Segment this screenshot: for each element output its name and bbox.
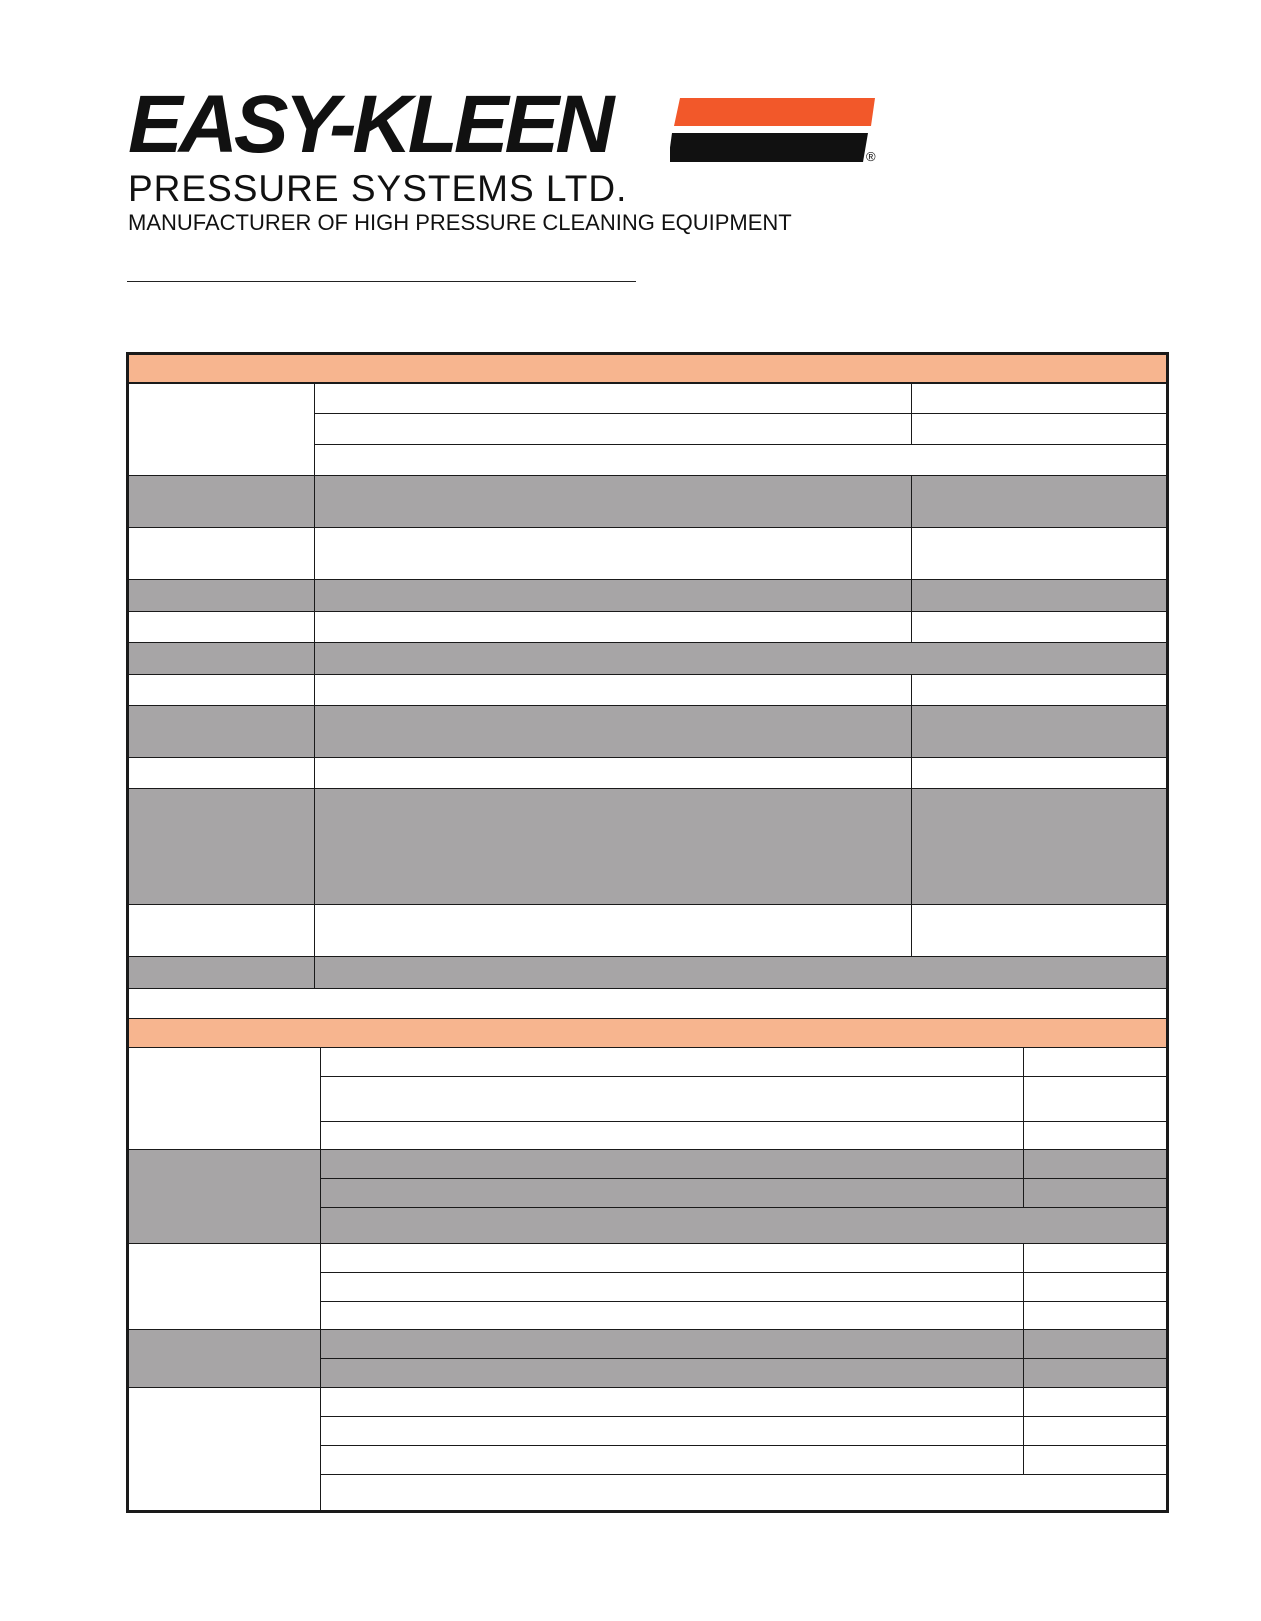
row-unit xyxy=(1023,1121,1169,1150)
row-value xyxy=(314,904,912,957)
group-label xyxy=(126,1243,321,1330)
section-header xyxy=(126,1018,1169,1048)
row-value xyxy=(320,1445,1024,1475)
row-value xyxy=(314,383,912,414)
group-label xyxy=(126,1149,321,1244)
row-unit xyxy=(911,788,1169,905)
row-unit xyxy=(1023,1047,1169,1077)
row-value xyxy=(314,956,1169,989)
row-unit xyxy=(911,904,1169,957)
row-value xyxy=(314,475,912,528)
row-unit xyxy=(1023,1329,1169,1359)
row-value xyxy=(314,611,912,643)
group-label xyxy=(126,1329,321,1388)
row-value xyxy=(320,1301,1024,1330)
row-label xyxy=(126,757,315,789)
row-value xyxy=(320,1076,1024,1122)
row-unit xyxy=(1023,1076,1169,1122)
row-unit xyxy=(1023,1416,1169,1446)
row-label xyxy=(126,705,315,758)
row-unit xyxy=(911,475,1169,528)
row-label xyxy=(126,674,315,706)
row-value xyxy=(314,579,912,612)
row-value xyxy=(314,642,1169,675)
row-value xyxy=(320,1178,1024,1208)
row-value xyxy=(320,1121,1024,1150)
row-label xyxy=(126,956,315,989)
row-unit xyxy=(911,705,1169,758)
row-value xyxy=(314,757,912,789)
group-label xyxy=(126,1047,321,1150)
row-value xyxy=(320,1207,1169,1244)
row-unit xyxy=(1023,1301,1169,1330)
row-value xyxy=(320,1272,1024,1302)
section-header xyxy=(126,352,1169,383)
note-row xyxy=(126,988,1169,1019)
row-unit xyxy=(1023,1445,1169,1475)
group-label xyxy=(126,1387,321,1513)
row-unit xyxy=(1023,1243,1169,1273)
company-logo xyxy=(128,79,888,242)
row-value xyxy=(314,788,912,905)
brand-wordmark: EASY-KLEEN xyxy=(128,79,611,170)
logo-stripes-icon xyxy=(670,98,875,163)
row-label xyxy=(126,611,315,643)
row-value xyxy=(320,1416,1024,1446)
row-unit xyxy=(911,413,1169,445)
row-value xyxy=(320,1329,1024,1359)
row-value xyxy=(314,444,1169,476)
row-unit xyxy=(1023,1387,1169,1417)
row-unit xyxy=(1023,1358,1169,1388)
row-unit xyxy=(1023,1272,1169,1302)
row-unit xyxy=(911,383,1169,414)
row-unit xyxy=(1023,1149,1169,1179)
row-value xyxy=(320,1474,1169,1513)
signature-line xyxy=(127,281,636,282)
row-label xyxy=(126,383,315,476)
row-unit xyxy=(1023,1178,1169,1208)
row-value xyxy=(314,705,912,758)
row-value xyxy=(314,413,912,445)
company-name: PRESSURE SYSTEMS LTD. xyxy=(128,168,628,209)
row-unit xyxy=(911,611,1169,643)
row-unit xyxy=(911,674,1169,706)
row-label xyxy=(126,788,315,905)
row-unit xyxy=(911,579,1169,612)
registered-mark: ® xyxy=(866,149,876,164)
row-label xyxy=(126,475,315,528)
row-unit xyxy=(911,757,1169,789)
row-value xyxy=(320,1387,1024,1417)
row-label xyxy=(126,527,315,580)
row-value xyxy=(314,674,912,706)
row-value xyxy=(320,1358,1024,1388)
row-value xyxy=(314,527,912,580)
row-value xyxy=(320,1149,1024,1179)
row-label xyxy=(126,904,315,957)
row-label xyxy=(126,642,315,675)
company-tagline: MANUFACTURER OF HIGH PRESSURE CLEANING EQUIPMENT xyxy=(128,210,792,235)
row-unit xyxy=(911,527,1169,580)
row-value xyxy=(320,1243,1024,1273)
row-value xyxy=(320,1047,1024,1077)
row-label xyxy=(126,579,315,612)
spec-table xyxy=(126,352,1169,1513)
